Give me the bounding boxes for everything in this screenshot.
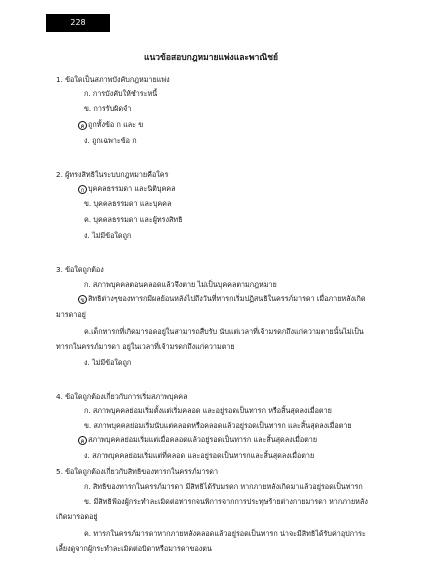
q3-option-a: ก. สภาพบุคคลตอนคลอดแล้วจึงตาย ไม่เป็นบุคคลตามกฎหมาย xyxy=(84,280,277,289)
q1-option-d: ง. ถูกเฉพาะข้อ ก xyxy=(84,136,137,145)
q2-option-a: ก บุคคลธรรมดา และนิติบุคคล xyxy=(78,184,175,194)
q1-option-c: ค ถูกทั้งข้อ ก และ ข xyxy=(78,120,143,130)
q5-option-b-cont: เกิดมารอดอยู่ xyxy=(56,512,98,521)
q3-option-d: ง. ไม่มีข้อใดถูก xyxy=(84,358,132,367)
question-2: 2. ผู้ทรงสิทธิในระบบกฎหมายคือใคร xyxy=(56,170,169,179)
circled-answer-mark: ก xyxy=(78,185,87,194)
circled-answer-mark: ข xyxy=(78,295,87,304)
q4-option-d: ง. สภาพบุคคลย่อมเริ่มแต่ที่คลอด และอยู่รอดเป็นทารกและสิ้นสุดลงเมื่อตาย xyxy=(84,451,315,460)
page-title: แนวข้อสอบกฎหมายแพ่งและพาณิชย์ xyxy=(144,53,278,63)
q2-option-d: ง. ไม่มีข้อใดถูก xyxy=(84,231,132,240)
q3-option-c: ค.เด็กทารกที่เกิดมารอดอยู่ในสามารถสืบรับ นับแต่เวลาที่เจ้ามรดกถึงแก่ความตายนั้นไม่เป็น xyxy=(84,327,364,336)
question-1: 1. ข้อใดเป็นสภาพบังคับกฎหมายแพ่ง xyxy=(56,75,170,84)
q1-option-a: ก. การบังคับให้ชำระหนี้ xyxy=(84,89,158,98)
circled-answer-mark: ค xyxy=(78,121,87,130)
q2-option-c: ค. บุคคลธรรมดา และผู้ทรงสิทธิ xyxy=(84,215,183,224)
question-3: 3. ข้อใดถูกต้อง xyxy=(56,265,104,274)
q5-option-c: ค. ทารกในครรภ์มารดาหากภายหลังคลอดแล้วอยู่รอดเป็นทารก น่าจะมีสิทธิได้รับค่าอุปการะ xyxy=(84,529,366,538)
question-4: 4. ข้อใดถูกต้องเกี่ยวกับการเริ่มสภาพบุคคล xyxy=(56,392,188,401)
q2-option-b: ข. บุคคลธรรมดา และบุคคล xyxy=(84,199,172,208)
circled-answer-mark: ค xyxy=(78,436,87,445)
q5-option-a: ก. สิทธิของทารกในครรภ์มารดา มีสิทธิได้รับมรดก หากภายหลังเกิดมาแล้วอยู่รอดเป็นทารก xyxy=(84,482,363,491)
q4-option-c: ค สภาพบุคคลย่อมเริ่มแต่เมื่อคลอดแล้วอยู่รอดเป็นทารก และสิ้นสุดลงเมื่อตาย xyxy=(78,435,317,445)
q3-option-b-cont: มารดาอยู่ xyxy=(56,310,86,319)
q3-option-c-cont: ทารกในครรภ์มารดา อยู่ในเวลาที่เจ้ามรดกถึงแก่ความตาย xyxy=(56,342,235,351)
q4-option-a: ก. สภาพบุคคลย่อมเริ่มตั้งแต่เริ่มคลอด และอยู่รอดเป็นทารก หรือสิ้นสุดลงเมื่อตาย xyxy=(84,406,332,415)
page-number-badge: 228 xyxy=(46,14,110,32)
question-5: 5. ข้อใดถูกต้องเกี่ยวกับสิทธิของทารกในครรภ์มารดา xyxy=(56,467,218,476)
q4-option-b: ข. สภาพบุคคลย่อมเริ่มนับแต่คลอดหรือคลอดแล้วอยู่รอดเป็นทารก และสิ้นสุดลงเมื่อตาย xyxy=(84,421,352,430)
q3-option-b: ข สิทธิต่างๆของทารกมีผลย้อนหลังไปถึงวันที่ทารกเริ่มปฏิสนธิในครรภ์มารดา เมื่อภายหลังเกิด xyxy=(78,294,366,304)
q5-option-b: ข. มีสิทธิฟ้องผู้กระทำละเมิดต่อทารกจนพิการจากการประทุษร้ายต่างกายมารดา หากภายหลัง xyxy=(84,497,368,506)
q1-option-b: ข. การรับผิดจำ xyxy=(84,104,132,113)
q5-option-c-cont: เลี้ยงดูจากผู้กระทำละเมิดต่อบิดาหรือมารดาของตน xyxy=(56,544,212,553)
